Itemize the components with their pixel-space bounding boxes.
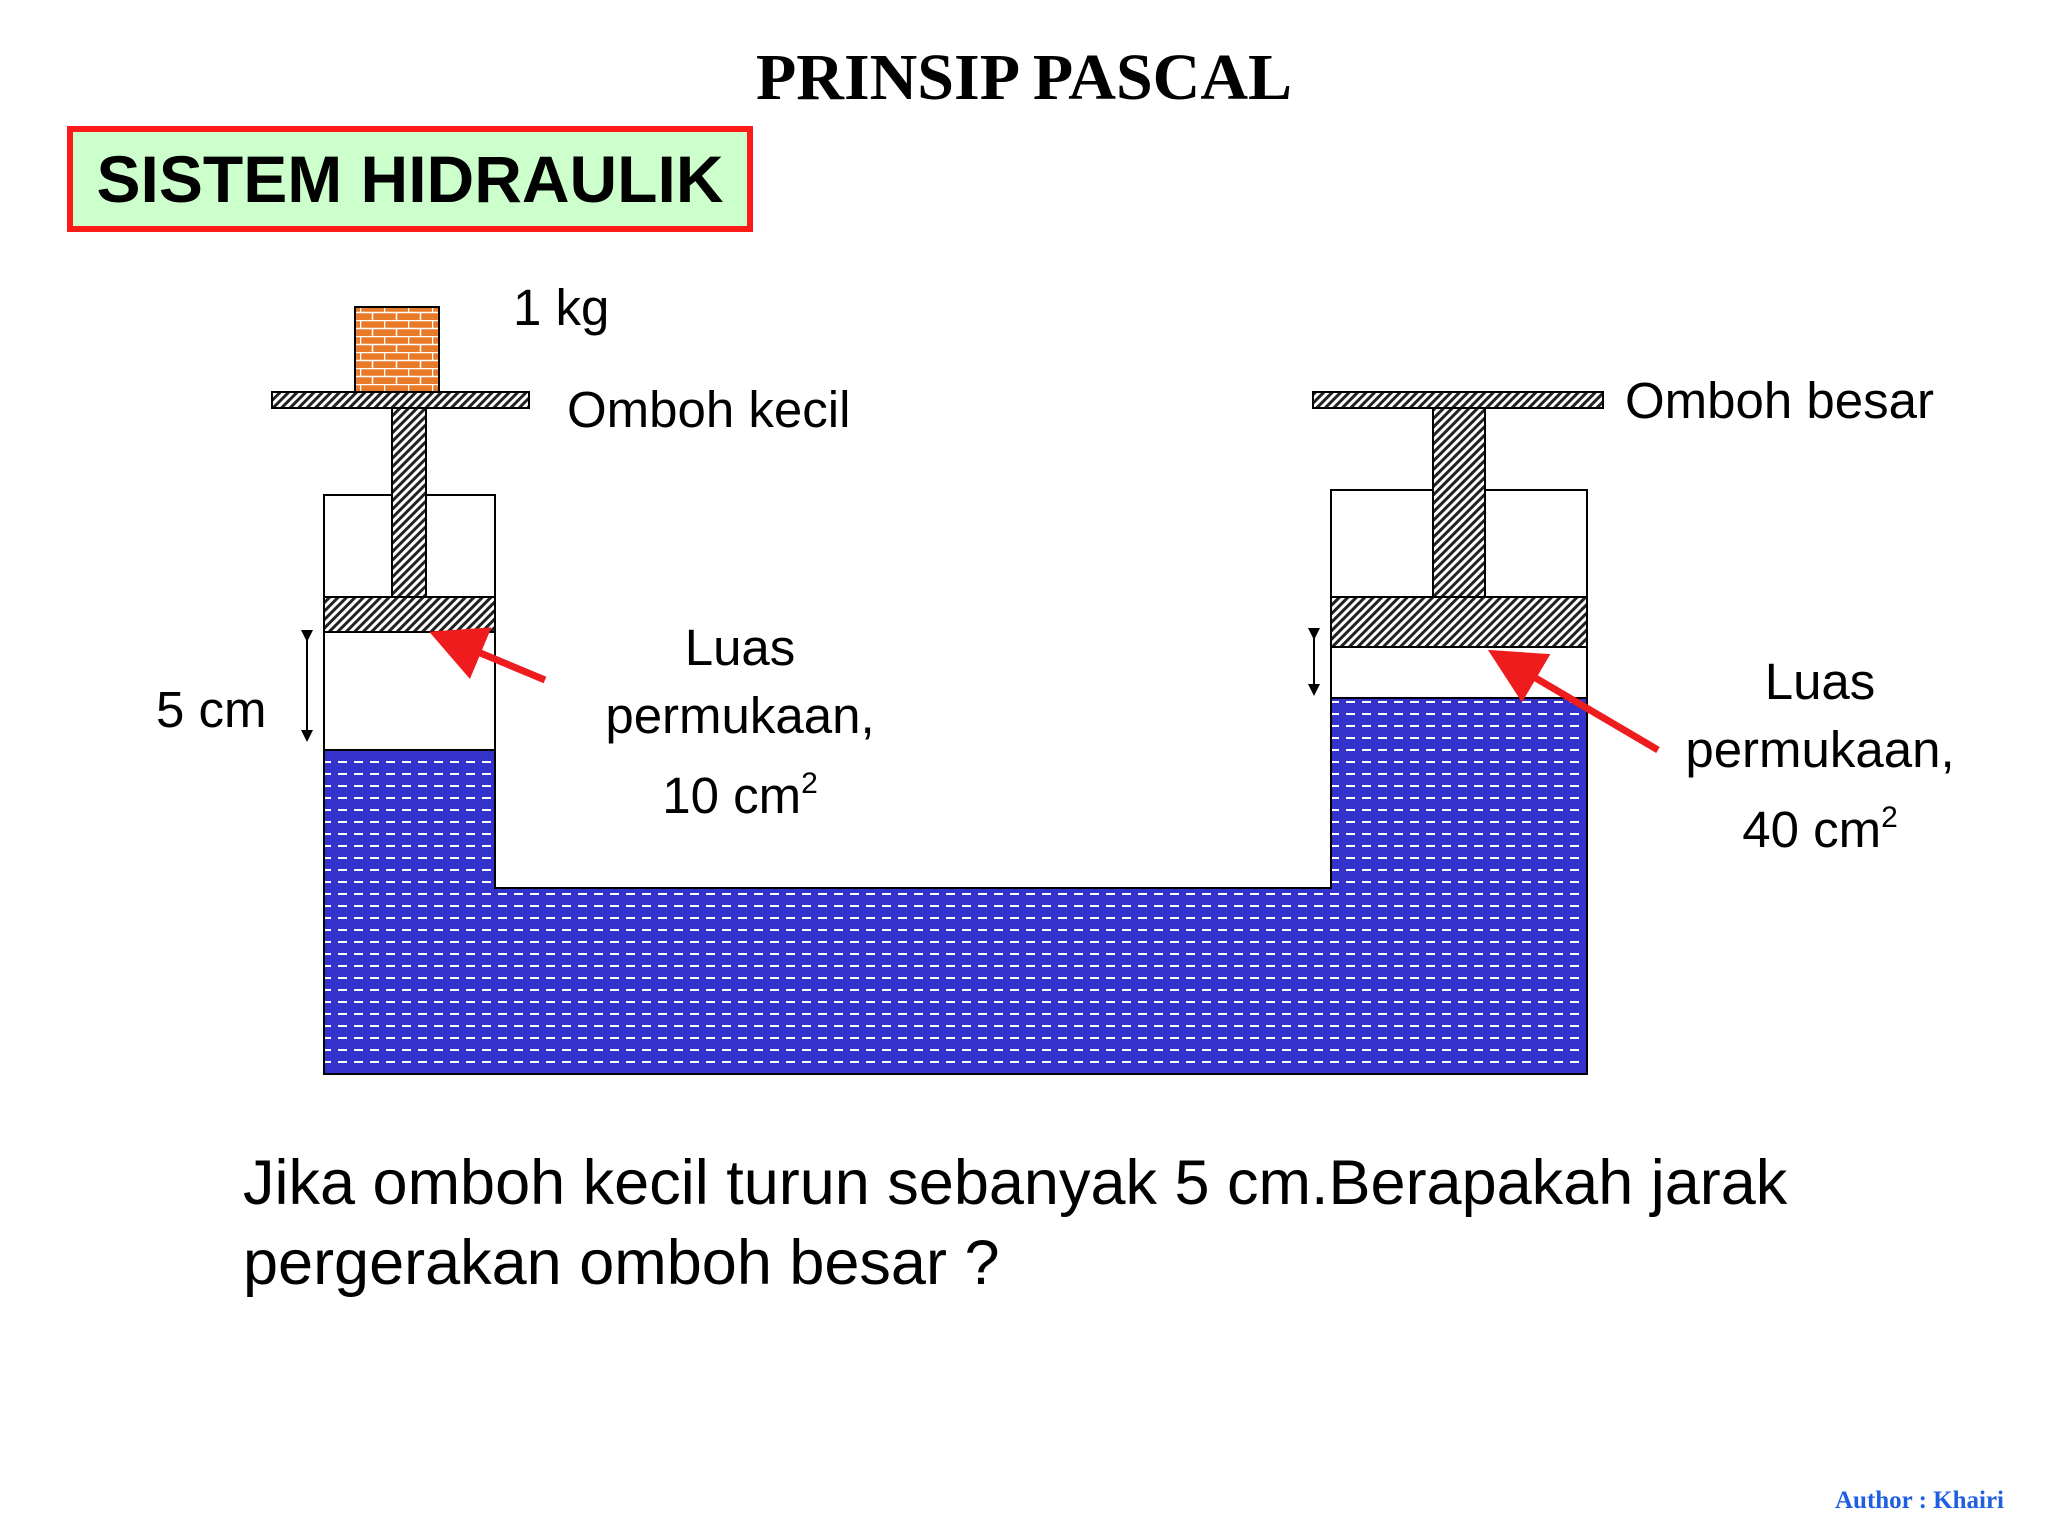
slide-title: PRINSIP PASCAL: [755, 41, 1293, 114]
small-piston-label: Omboh kecil: [567, 381, 851, 438]
small-piston-head: [324, 597, 495, 632]
large-area-line2: permukaan,: [1685, 721, 1955, 778]
large-area-value: 40 cm: [1742, 801, 1882, 858]
small-area-line1: Luas: [684, 619, 796, 676]
small-area-value: 10 cm: [662, 767, 802, 824]
small-area-label: [560, 614, 920, 830]
small-piston-rod: [392, 407, 426, 597]
displacement-label: 5 cm: [156, 681, 267, 738]
small-area-exponent: 2: [801, 767, 818, 800]
large-piston-label: Omboh besar: [1625, 372, 1934, 429]
small-area-pointer-arrow: [442, 637, 545, 680]
mass-block: [355, 307, 439, 392]
large-piston-rod: [1433, 408, 1485, 597]
large-area-line1: Luas: [1764, 653, 1876, 710]
large-piston-head: [1331, 597, 1587, 647]
large-area-label: [1640, 648, 2000, 864]
large-area-exponent: 2: [1881, 801, 1898, 834]
large-piston-plate: [1313, 392, 1603, 408]
question-text: Jika omboh kecil turun sebanyak 5 cm.Berapakah jarak pergerakan omboh besar ?: [243, 1148, 1788, 1298]
hydraulic-liquid: [324, 698, 1587, 1074]
mass-label: 1 kg: [513, 279, 610, 336]
small-area-line2: permukaan,: [605, 687, 875, 744]
subtitle-box: SISTEM HIDRAULIK: [67, 126, 753, 232]
small-piston-plate: [272, 392, 529, 408]
author-credit: Author : Khairi: [1835, 1487, 2004, 1514]
